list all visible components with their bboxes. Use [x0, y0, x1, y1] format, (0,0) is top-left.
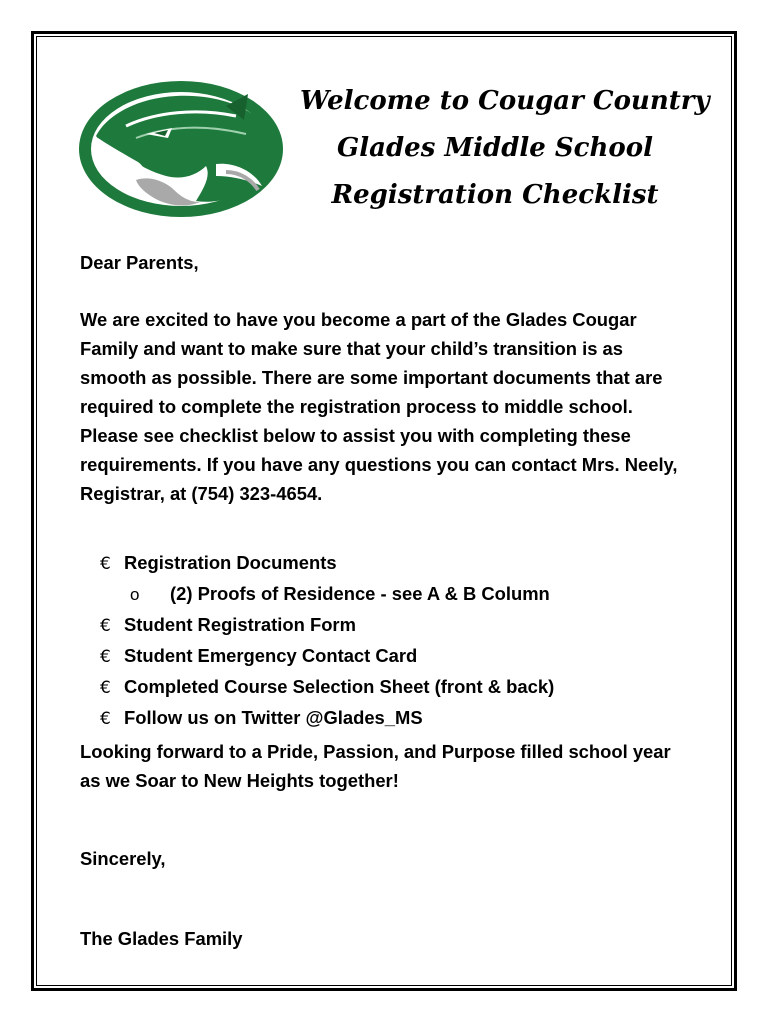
checklist-item-label: Completed Course Selection Sheet (front & back) [124, 676, 555, 697]
euro-bullet-icon: € [100, 678, 111, 698]
euro-bullet-icon: € [100, 554, 111, 574]
greeting: Dear Parents, [80, 252, 199, 273]
circle-bullet-icon: o [130, 585, 140, 604]
checklist-subitem-label: (2) Proofs of Residence - see A & B Column [170, 583, 550, 604]
title-school: Glades Middle School [337, 133, 653, 163]
euro-bullet-icon: € [100, 647, 111, 667]
title-block [300, 78, 710, 219]
checklist-item-label: Student Emergency Contact Card [124, 645, 418, 666]
checklist-item-label: Registration Documents [124, 552, 337, 573]
checklist-item [100, 610, 700, 641]
checklist-item [100, 703, 700, 734]
title-welcome: Welcome to Cougar Country [300, 86, 710, 116]
closing-paragraph: Looking forward to a Pride, Passion, and Purpose filled school year as we Soar to New Heights together! [80, 741, 671, 791]
euro-bullet-icon: € [100, 616, 111, 636]
signature: The Glades Family [80, 928, 243, 949]
checklist [100, 548, 700, 734]
cougar-head-logo [76, 76, 290, 222]
intro-paragraph: We are excited to have you become a part of the Glades Cougar Family and want to make sure that your child’s transition is as smooth as possible. There are some important documents that are required to complete the registration process to middle school. Please see checklist below to assist you with completing these requirements. If you have any questions you can contact Mrs. Neely, Registrar, at (754) 323-4654. [80, 309, 678, 504]
title-checklist: Registration Checklist [331, 180, 659, 210]
checklist-item [100, 641, 700, 672]
sign-off: Sincerely, [80, 848, 166, 869]
checklist-item [100, 548, 700, 579]
checklist-item-label: Follow us on Twitter @Glades_MS [124, 707, 423, 728]
checklist-item-label: Student Registration Form [124, 614, 356, 635]
euro-bullet-icon: € [100, 709, 111, 729]
checklist-subitem [100, 579, 700, 610]
checklist-item [100, 672, 700, 703]
